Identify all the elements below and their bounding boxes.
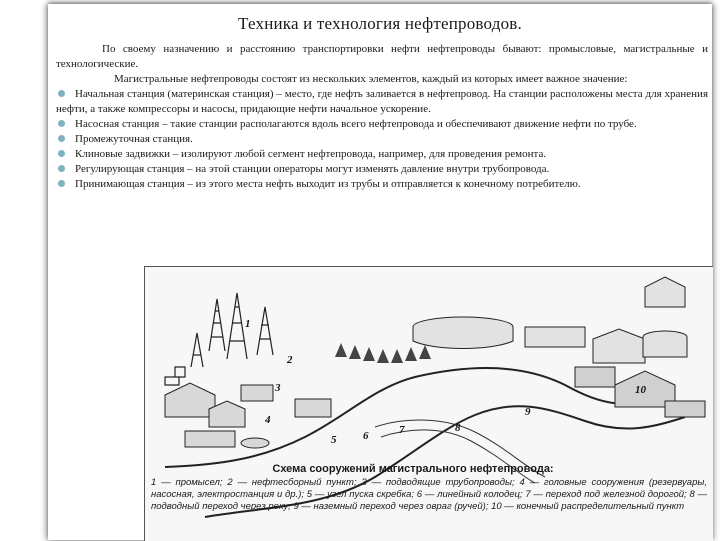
head-station-drawing	[413, 277, 687, 363]
collection-point-buildings	[165, 383, 331, 448]
paragraph-intro: По своему назначению и расстоянию транспортировки нефти нефтепроводы бывают: промысловые, магистральные и технологические.	[56, 43, 708, 70]
bullet-icon	[58, 180, 65, 187]
scheme-number-label: 2	[287, 354, 293, 366]
bullet-icon	[58, 150, 65, 157]
bullet-icon	[58, 90, 65, 97]
pipeline-scheme-figure	[144, 266, 713, 541]
document-body	[56, 42, 708, 192]
bullet-item: Начальная станция (материнская станция) – место, где нефть заливается в нефтепровод. На станции расположены места для хранения нефти, а также компрессоры и насосы, придающие нефти начальное ускорение.	[56, 88, 708, 115]
scheme-number-label: 4	[265, 414, 271, 426]
scheme-number-label: 6	[363, 430, 369, 442]
figure-legend: 1 — промысел; 2 — нефтесборный пункт; 3 — подводящие трубопроводы; 4 — головные сооружения (резервуары, насосная, электростанция и др.); 5 — узел пуска скребка; 6 — линейный колодец; 7 — переход под железной дорогой; 8 — подводный переход через реку; 9 — наземный переход через овраг (ручей); 10 — конечный распределительный пункт	[151, 477, 707, 512]
bullet-item: Регулирующая станция – на этой станции операторы могут изменять давление внутри трубопровода.	[56, 162, 708, 177]
oil-derricks-drawing	[165, 293, 273, 385]
scheme-number-label: 5	[331, 434, 337, 446]
scheme-number-label: 3	[275, 382, 281, 394]
tree-line-drawing	[335, 343, 431, 363]
scheme-number-label: 8	[455, 422, 461, 434]
bullet-item: Принимающая станция – из этого места нефть выходит из трубы и отправляется к конечному потребителю.	[56, 177, 708, 192]
bullet-icon	[58, 135, 65, 142]
scheme-number-label: 7	[399, 424, 405, 436]
scheme-number-label: 1	[245, 318, 251, 330]
bullet-icon	[58, 165, 65, 172]
bullet-item: Промежуточная станция.	[56, 132, 708, 147]
paragraph-elements: Магистральные нефтепроводы состоят из нескольких элементов, каждый из которых имеет важное значение:	[114, 73, 628, 85]
scheme-number-label: 9	[525, 406, 531, 418]
page-title: Техника и технология нефтепроводов.	[238, 14, 522, 33]
bullet-item: Насосная станция – такие станции располагаются вдоль всего нефтепровода и обеспечивают движение нефти по трубе.	[56, 117, 708, 132]
bullet-icon	[58, 120, 65, 127]
figure-caption-title: Схема сооружений магистрального нефтепровода:	[272, 463, 554, 475]
scheme-number-label: 10	[635, 384, 646, 396]
document-page	[48, 4, 712, 540]
bullet-item: Клиновые задвижки – изолируют любой сегмент нефтепровода, например, для проведения ремонта.	[56, 147, 708, 162]
